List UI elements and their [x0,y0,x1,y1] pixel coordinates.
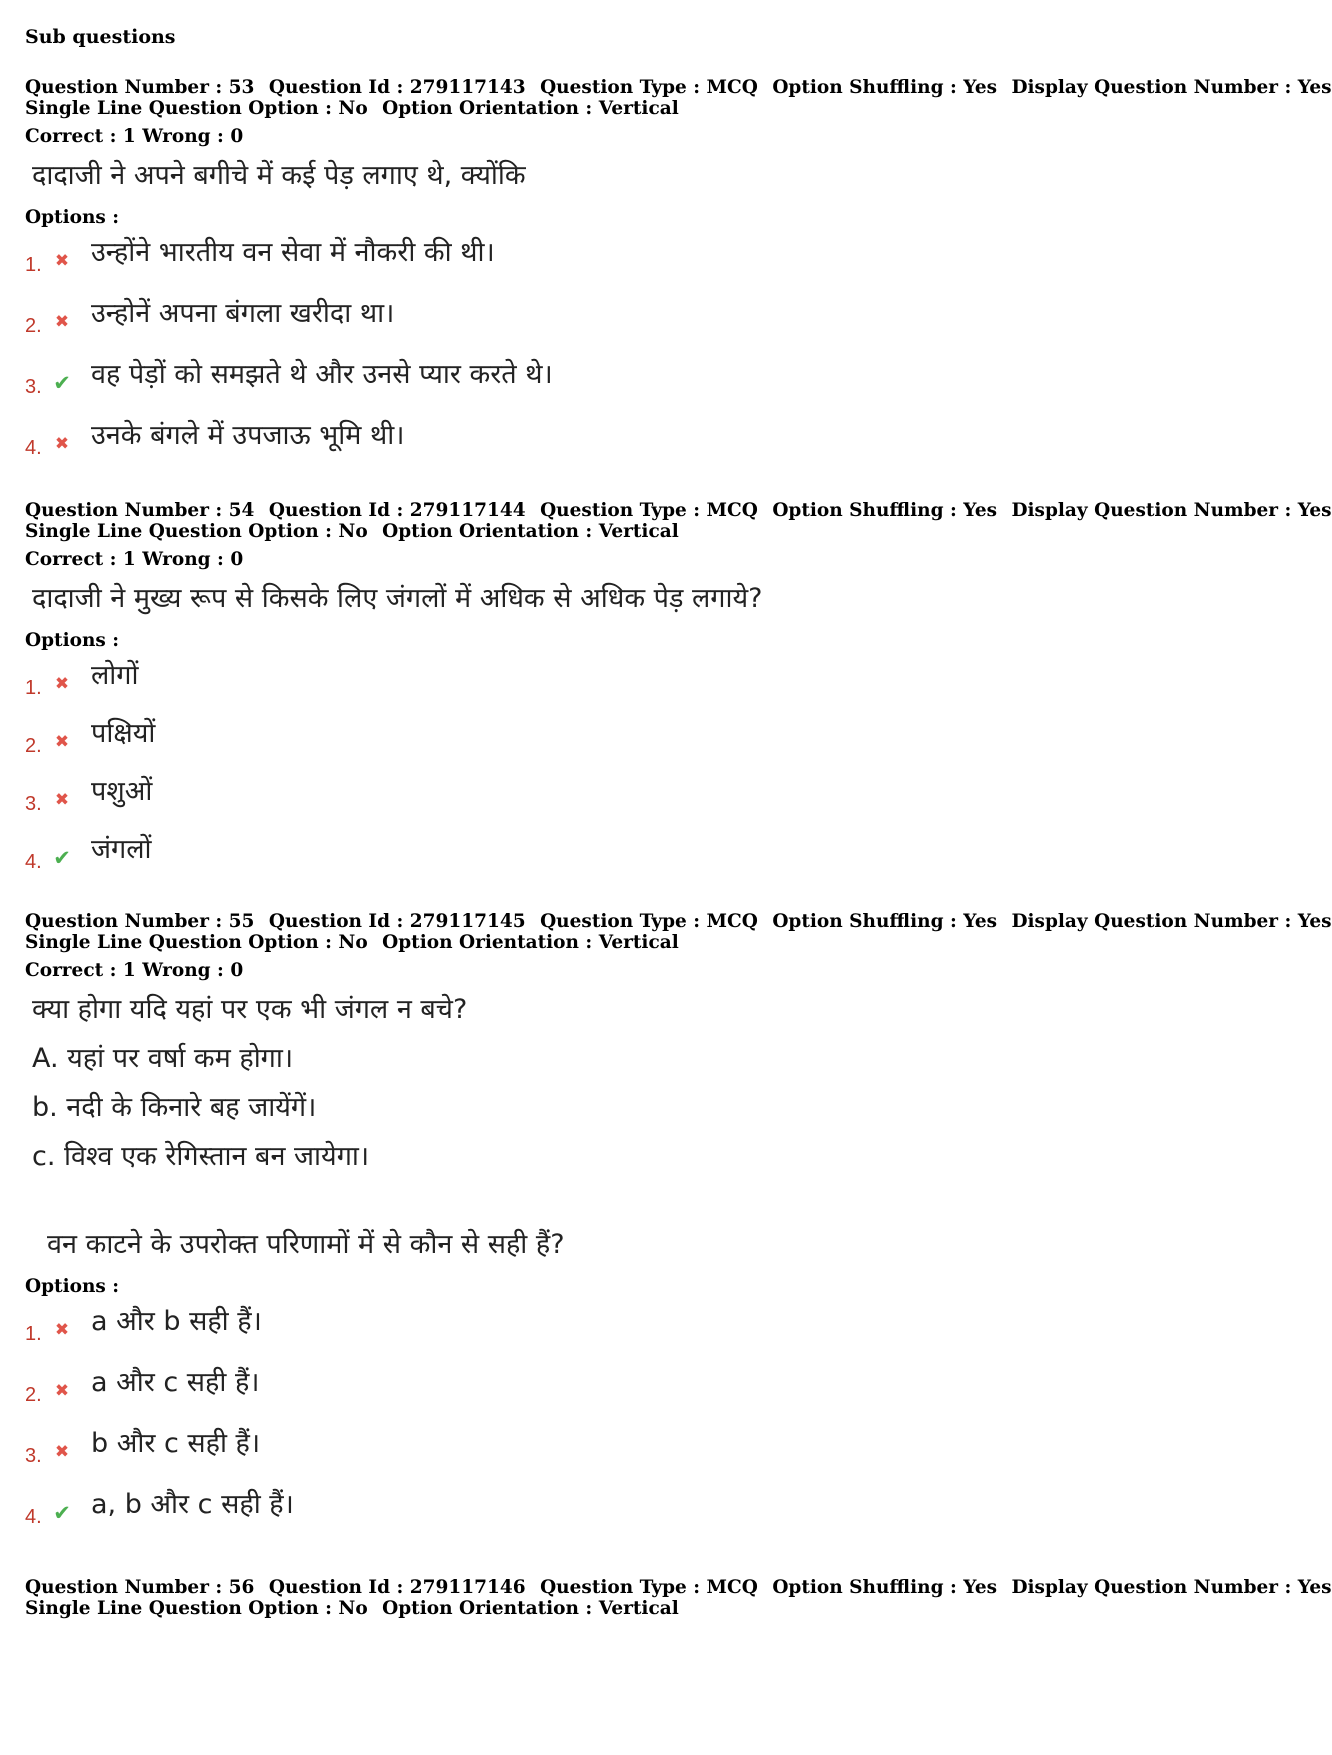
option-number: 3. [25,1445,42,1467]
display-question-number: Yes [1297,911,1332,932]
question-stem [32,156,1215,196]
question-block-55 [25,911,1332,1543]
single-line-option: No [338,521,368,542]
question-meta: Question Number : 54 Question Id : 279117144 Question Type : MCQ Option Shuffling : Yes Display Question Number : Yes Single Line Question Option : No Option Orientation : Vertical [25,500,1332,542]
option-text: a और b सही हैं। [91,1306,262,1337]
option-text: जंगलों [91,834,152,865]
display-question-number: Yes [1297,77,1332,98]
correct-check-icon: ✔ [53,371,71,395]
score-line: Correct : 1 Wrong : 0 [25,549,244,570]
option-item [25,413,1215,474]
option-number: 4. [25,1506,42,1528]
question-type: MCQ [706,911,758,932]
wrong-cross-icon: ✖ [54,674,70,694]
wrong-marks: 0 [230,960,244,981]
option-text: उनके बंगले में उपजाऊ भूमि थी। [91,420,405,451]
option-text: पशुओं [91,776,153,807]
question-block-54 [25,500,1332,885]
question-id: 279117144 [409,500,526,521]
option-text: a और c सही हैं। [91,1367,260,1398]
score-line: Correct : 1 Wrong : 0 [25,960,244,981]
option-text: b और c सही हैं। [91,1428,261,1459]
option-item [25,352,1215,413]
single-line-option: No [338,1598,368,1619]
option-item [25,1482,1215,1543]
wrong-marks: 0 [230,549,244,570]
option-text: लोगों [91,660,139,691]
question-id: 279117143 [409,77,526,98]
option-item [25,291,1215,352]
question-number: 55 [228,911,255,932]
option-orientation: Vertical [598,98,679,119]
question-type: MCQ [706,77,758,98]
question-meta: Question Number : 56 Question Id : 279117146 Question Type : MCQ Option Shuffling : Yes Display Question Number : Yes Single Line Question Option : No Option Orientation : Vertical [25,1577,1332,1619]
option-number: 2. [25,735,42,757]
question-meta: Question Number : 55 Question Id : 279117145 Question Type : MCQ Option Shuffling : Yes Display Question Number : Yes Single Line Question Option : No Option Orientation : Vertical [25,911,1332,953]
options-label: Options : [25,1276,120,1297]
option-number: 2. [25,315,42,337]
option-number: 1. [25,677,42,699]
option-orientation: Vertical [598,1598,679,1619]
wrong-cross-icon: ✖ [54,434,70,454]
correct-marks: 1 [122,549,136,570]
option-text: वह पेड़ों को समझते थे और उनसे प्यार करते थे। [91,359,553,390]
stem-line: दादाजी ने मुख्य रूप से किसके लिए जंगलों में अधिक से अधिक पेड़ लगाये? [32,583,763,614]
option-item [25,711,1215,769]
option-orientation: Vertical [598,932,679,953]
option-number: 3. [25,376,42,398]
option-text: उन्होनें अपना बंगला खरीदा था। [91,298,395,329]
option-shuffling: Yes [963,1577,998,1598]
stem-line: c. विश्व एक रेगिस्तान बन जायेगा। [32,1141,370,1172]
question-number: 54 [228,500,255,521]
option-shuffling: Yes [963,77,998,98]
wrong-cross-icon: ✖ [54,1442,70,1462]
question-type: MCQ [706,1577,758,1598]
question-block-56 [25,1577,1332,1619]
option-item [25,769,1215,827]
question-block-53 [25,77,1332,474]
option-text: उन्होंने भारतीय वन सेवा में नौकरी की थी। [91,237,495,268]
option-number: 1. [25,254,42,276]
correct-marks: 1 [122,126,136,147]
option-item [25,1360,1215,1421]
stem-line: वन काटने के उपरोक्त परिणामों में से कौन से सही हैं? [47,1229,565,1260]
section-title: Sub questions [25,26,176,48]
correct-marks: 1 [122,960,136,981]
wrong-cross-icon: ✖ [54,1320,70,1340]
question-stem [32,579,1215,619]
single-line-option: No [338,932,368,953]
stem-line: दादाजी ने अपने बगीचे में कई पेड़ लगाए थे, क्योंकि [32,160,526,191]
question-stem [32,990,1215,1265]
question-type: MCQ [706,500,758,521]
option-shuffling: Yes [963,911,998,932]
correct-check-icon: ✔ [53,1501,71,1525]
wrong-cross-icon: ✖ [54,251,70,271]
question-meta: Question Number : 53 Question Id : 279117143 Question Type : MCQ Option Shuffling : Yes Display Question Number : Yes Single Line Question Option : No Option Orientation : Vertical [25,77,1332,119]
options-label: Options : [25,207,120,228]
question-number: 53 [228,77,255,98]
wrong-cross-icon: ✖ [54,732,70,752]
option-number: 4. [25,851,42,873]
question-number: 56 [228,1577,255,1598]
stem-line: b. नदी के किनारे बह जायेंगें। [32,1092,317,1123]
option-item [25,1299,1215,1360]
option-orientation: Vertical [598,521,679,542]
option-number: 3. [25,793,42,815]
wrong-marks: 0 [230,126,244,147]
score-line: Correct : 1 Wrong : 0 [25,126,244,147]
wrong-cross-icon: ✖ [54,790,70,810]
wrong-cross-icon: ✖ [54,1381,70,1401]
option-item [25,653,1215,711]
document-page [25,26,1332,1619]
option-text: पक्षियों [91,718,156,749]
option-text: a, b और c सही हैं। [91,1489,294,1520]
option-shuffling: Yes [963,500,998,521]
options-label: Options : [25,630,120,651]
display-question-number: Yes [1297,1577,1332,1598]
option-number: 4. [25,437,42,459]
display-question-number: Yes [1297,500,1332,521]
stem-line: A. यहां पर वर्षा कम होगा। [32,1043,294,1074]
option-item [25,1421,1215,1482]
wrong-cross-icon: ✖ [54,312,70,332]
correct-check-icon: ✔ [53,846,71,870]
option-item [25,827,1215,885]
single-line-option: No [338,98,368,119]
question-id: 279117146 [409,1577,526,1598]
question-id: 279117145 [409,911,526,932]
stem-line: क्या होगा यदि यहां पर एक भी जंगल न बचे? [32,994,468,1025]
option-number: 1. [25,1323,42,1345]
option-item [25,230,1215,291]
option-number: 2. [25,1384,42,1406]
